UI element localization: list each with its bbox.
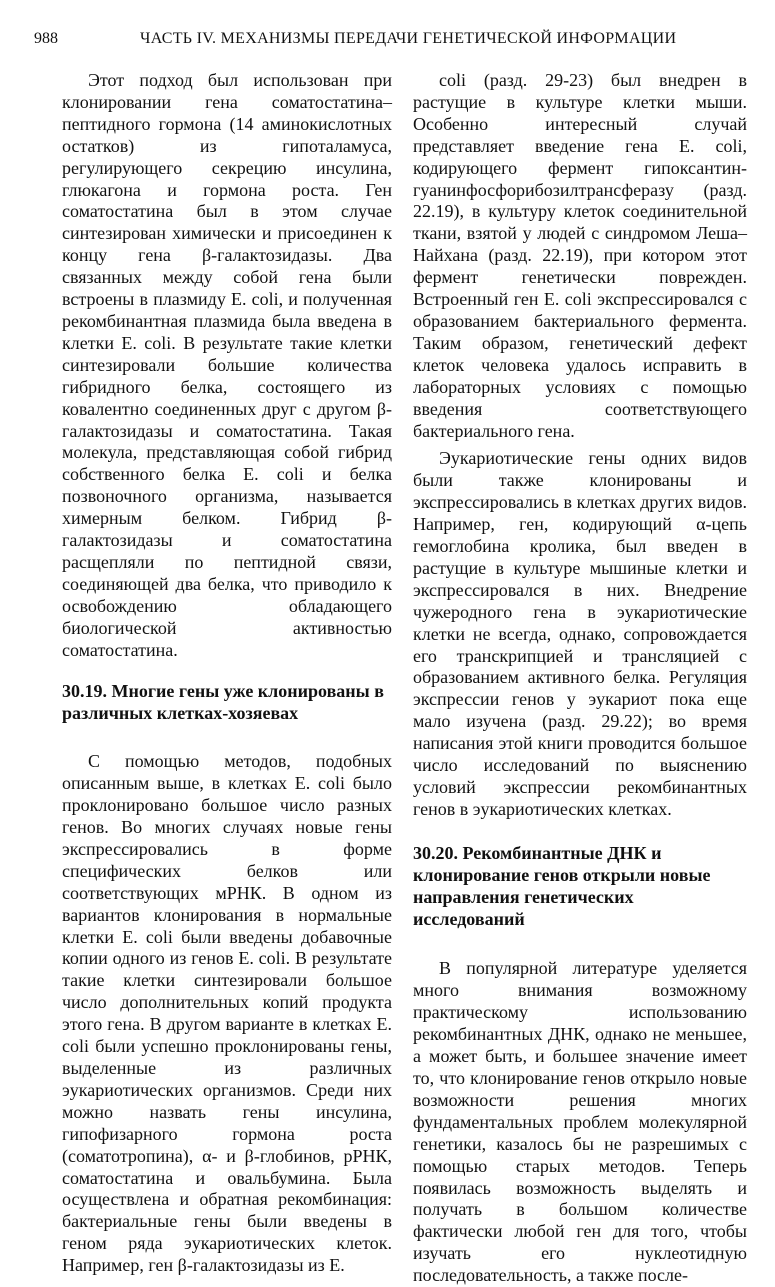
paragraph-somatostatin-cloning: Этот подход был использован при клонировании гена соматостатина–пептидного гормона (14 аминокислотных остатков) из гипоталамуса, регулирующего секрецию инсулина, глюкагона и гормона роста. Ген соматостатина был в этом случае синтезирован химически и присоединен к концу гена β-галактозидазы. Два связанных между собой гена были встроены в плазмиду E. coli, и полученная рекомбинантная плазмида была введена в клетки E. coli. В результате такие клетки синтезировали большие количества гибридного белка, состоящего из ковалентно соединенных друг с другом β-галактозидазы и соматостатина. Такая молекула, представляющая собой гибрид собственного белка E. coli и белка позвоночного организма, называется химерным белком. Гибрид β-галактозидазы и соматостатина расщепляли по пептидной связи, соединяющей два белка, что приводило к освобождению обладающего биологической активностью соматостатина. bbox=[62, 70, 392, 660]
left-column bbox=[62, 70, 392, 1277]
running-title: ЧАСТЬ IV. МЕХАНИЗМЫ ПЕРЕДАЧИ ГЕНЕТИЧЕСКОЙ ИНФОРМАЦИИ bbox=[140, 30, 677, 47]
paragraph-cloned-genes: С помощью методов, подобных описанным выше, в клетках E. coli было проклонировано большое число разных генов. Во многих случаях новые гены экспрессировались в форме специфических белков или соответствующих мРНК. В одном из вариантов клонирования в нормальные клетки E. coli были введены добавочные копии одного из генов E. coli. В результате такие клетки синтезировали большое число дополнительных копий продукта этого гена. В другом варианте в клетках E. coli были успешно проклонированы гены, выделенные из различных эукариотических организмов. Среди них можно назвать гены инсулина, гипофизарного гормона роста (соматотропина), α- и β-глобинов, рРНК, соматостатина и овальбумина. Была осуществлена и обратная рекомбинация: бактериальные гены были введены в геном ряда эукариотических клеток. Например, ген β-галактозидазы из E. bbox=[62, 751, 392, 1276]
right-column bbox=[413, 70, 747, 1287]
running-header bbox=[34, 30, 744, 54]
section-heading-30-20: 30.20. Рекомбинантные ДНК и клонирование генов открыли новые направления генетических исследований bbox=[413, 842, 711, 929]
section-heading-30-19: 30.19. Многие гены уже клонированы в различных клетках-хозяевах bbox=[62, 681, 384, 724]
page-number: 988 bbox=[34, 30, 58, 47]
paragraph-mouse-cells: coli (разд. 29-23) был внедрен в растущие в культуре клетки мыши. Особенно интересный случай представляет введение гена E. coli, кодирующего фермент гипоксантин-гуанинфосфорибозилтрансферазу (разд. 22.19), в культуру клеток соединительной ткани, взятой у людей с синдромом Леша–Найхана (разд. 22.19), при котором этот фермент генетически поврежден. Встроенный ген E. coli экспрессировался с образованием бактериального фермента. Таким образом, генетический дефект клеток человека удалось исправить в лабораторных условиях с помощью введения соответствующего бактериального гена. bbox=[413, 70, 747, 441]
paragraph-popular-literature: В популярной литературе уделяется много внимания возможному практическому использованию рекомбинантных ДНК, однако не меньшее, а может быть, и большее значение имеет то, что клонирование генов открыло новые возможности решения многих фундаментальных проблем молекулярной генетики, казалось бы не разрешимых с помощью старых методов. Теперь появилась возможность выделять и получать в большом количестве фактически любой ген для того, чтобы изучать его нуклеотидную последовательность, а также после- bbox=[413, 958, 747, 1286]
paragraph-eukaryotic-genes: Эукариотические гены одних видов были также клонированы и экспрессировались в клетках других видов. Например, ген, кодирующий α-цепь гемоглобина кролика, был введен в растущие в культуре мышиные клетки и экспрессировался в них. Внедрение чужеродного гена в эукариотические клетки не всегда, однако, сопровождается его транскрипцией и трансляцией с образованием активного белка. Регуляция экспрессии генов у эукариот пока еще мало изучена (разд. 29.22); во время написания этой книги проводится большое число исследований по выяснению условий экспрессии рекомбинантных генов в эукариотических клетках. bbox=[413, 448, 747, 819]
